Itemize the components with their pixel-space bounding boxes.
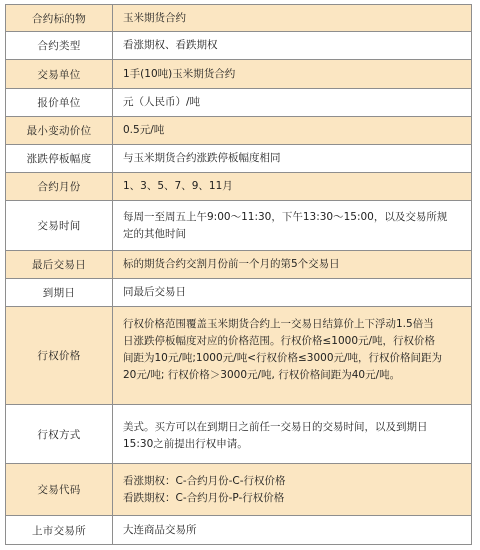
row-key: 交易单位 (6, 60, 113, 89)
row-key: 涨跌停板幅度 (6, 145, 113, 173)
row-key: 交易代码 (6, 464, 113, 516)
value-line: 行权价格范围覆盖玉米期货合约上一交易日结算价上下浮动1.5倍当 (123, 318, 434, 330)
row-key: 最后交易日 (6, 251, 113, 279)
row-key: 合约类型 (6, 32, 113, 60)
table-row (6, 117, 472, 145)
table-row (6, 60, 472, 89)
value-line: 看跌期权：C-合约月份-P-行权价格 (123, 491, 285, 504)
value-line: 15:30之前提出行权申请。 (123, 438, 248, 450)
row-value (113, 307, 472, 405)
contract-spec-table (5, 4, 472, 545)
value-line: 每周一至周五上午9:00～11:30，下午13:30～15:00，以及交易所规 (123, 210, 448, 223)
table-row (6, 89, 472, 117)
row-value: 与玉米期货合约涨跌停板幅度相同 (113, 145, 472, 173)
table-row (6, 145, 472, 173)
row-key: 行权方式 (6, 405, 113, 464)
row-key: 合约标的物 (6, 5, 113, 32)
value-line: 定的其他时间 (123, 227, 186, 240)
row-value: 玉米期货合约 (113, 5, 472, 32)
row-value (113, 201, 472, 251)
row-value: 标的期货合约交割月份前一个月的第5个交易日 (113, 251, 472, 279)
table-row (6, 32, 472, 60)
value-line: 日涨跌停板幅度对应的价格范围。行权价格≤1000元/吨，行权价格 (123, 335, 436, 347)
value-line: 间距为10元/吨;1000元/吨<行权价格≤3000元/吨，行权价格间距为 (123, 352, 443, 364)
table-row (6, 251, 472, 279)
row-key: 上市交易所 (6, 516, 113, 545)
row-key: 报价单位 (6, 89, 113, 117)
value-line: 看涨期权：C-合约月份-C-行权价格 (123, 474, 286, 487)
row-value (113, 405, 472, 464)
row-value: 看涨期权、看跌期权 (113, 32, 472, 60)
table-row (6, 307, 472, 405)
row-key: 行权价格 (6, 307, 113, 405)
row-key: 最小变动价位 (6, 117, 113, 145)
row-value: 元（人民币）/吨 (113, 89, 472, 117)
row-key: 合约月份 (6, 173, 113, 201)
table-row (6, 516, 472, 545)
row-value: 同最后交易日 (113, 279, 472, 307)
table-row (6, 405, 472, 464)
table-row (6, 279, 472, 307)
value-line: 20元/吨; 行权价格＞3000元/吨, 行权价格间距为40元/吨。 (123, 369, 401, 381)
row-value: 大连商品交易所 (113, 516, 472, 545)
row-value (113, 464, 472, 516)
table-row (6, 464, 472, 516)
row-key: 交易时间 (6, 201, 113, 251)
table-row (6, 5, 472, 32)
table-row (6, 201, 472, 251)
value-line: 美式。买方可以在到期日之前任一交易日的交易时间，以及到期日 (123, 421, 428, 433)
row-value: 1手(10吨)玉米期货合约 (113, 60, 472, 89)
table-row (6, 173, 472, 201)
row-value: 1、3、5、7、9、11月 (113, 173, 472, 201)
row-key: 到期日 (6, 279, 113, 307)
row-value: 0.5元/吨 (113, 117, 472, 145)
